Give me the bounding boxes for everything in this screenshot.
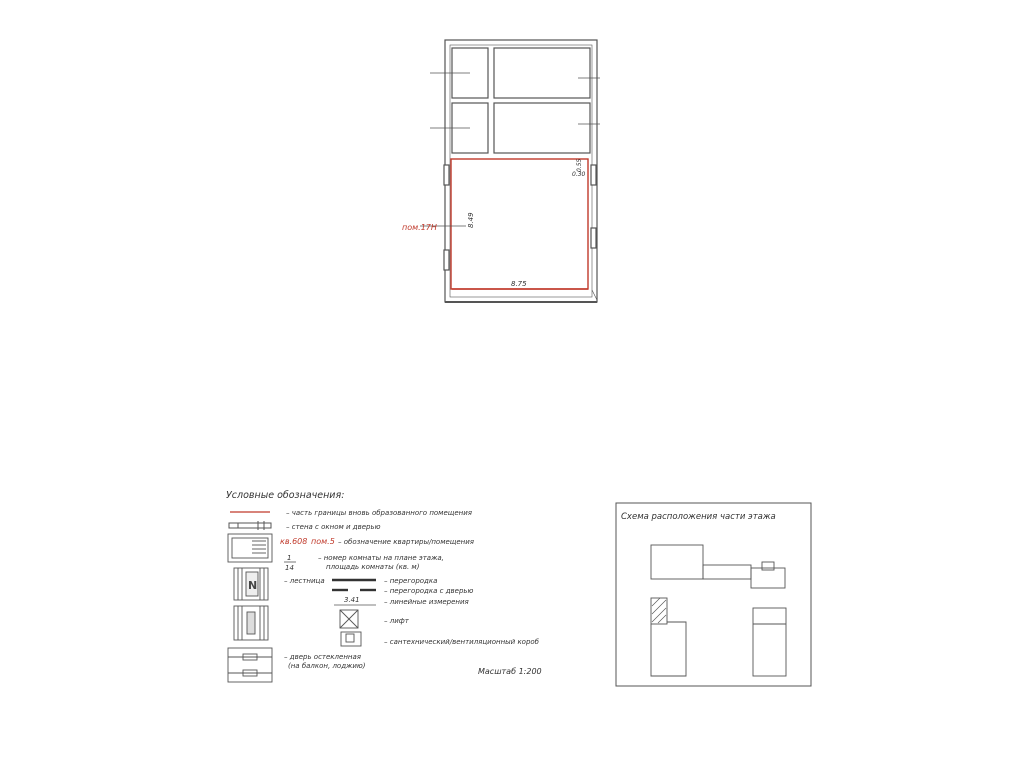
window-left-2 [444,250,449,270]
scheme-block-3 [651,622,686,676]
legend-dim-sample: 3.41 [344,596,360,604]
window-right-1 [591,165,596,185]
scheme-frame [616,503,811,686]
legend-stair-block [228,534,272,562]
legend-duct-symbol [341,632,361,646]
legend-item-stair: – лестница [284,577,325,585]
window-left-1 [444,165,449,185]
legend-item-wall: – стена с окном и дверью [286,523,381,531]
legend-item-partition: – перегородка [384,577,438,585]
legend [226,490,542,682]
dimension-small-top: 0.55 [576,158,583,172]
scheme-block-4 [753,608,786,676]
legend-title: Условные обозначения: [226,490,345,501]
legend-stair-symbol-2 [234,606,268,640]
legend-wall-sample [229,521,271,530]
legend-item-dim: – линейные измерения [384,598,469,606]
legend-item-room-area: площадь комнаты (кв. м) [326,563,420,571]
scheme-corridor [703,565,751,579]
legend-scale: Масштаб 1:200 [478,667,542,676]
corner-tick [592,290,597,300]
legend-glazed-door-symbol [228,648,272,682]
legend-item-glazed-door-note: (на балкон, лоджию) [288,662,366,670]
legend-item-glazed-door: – дверь остекленная [284,653,361,661]
legend-room-num-bottom: 14 [285,564,294,572]
scheme-title: Схема расположения части этажа [621,512,776,522]
scheme-shapes [651,545,786,676]
legend-item-boundary: – часть границы вновь образованного помещения [286,509,472,517]
window-right-2 [591,228,596,248]
legend-room-mark: пом.5 [311,537,335,546]
scheme-highlight [651,598,667,624]
floor-scheme [616,503,811,686]
dimension-small-bottom: 0.30 [572,171,586,178]
building-inner-outline [450,45,592,297]
legend-lift-symbol [340,610,358,628]
legend-item-partition-door: – перегородка с дверью [384,587,474,595]
legend-stair-letter: N [248,579,258,592]
legend-item-duct: – сантехнический/вентиляционный короб [384,638,539,646]
legend-apt-label: кв.608 [280,537,308,546]
room-label: пом.17Н [402,223,437,232]
room-upper-right-1 [494,48,590,98]
legend-item-lift: – лифт [384,617,409,625]
dimension-height: 8.49 [467,212,475,228]
legend-room-num-top: 1 [287,554,292,562]
dimension-width: 8.75 [511,280,527,288]
legend-item-room-num: – номер комнаты на плане этажа, [318,554,444,562]
scheme-block-2-top [762,562,774,570]
scheme-block-2 [751,568,785,588]
legend-item-apt-mark: – обозначение квартиры/помещения [338,538,475,546]
room-upper-right-2 [494,103,590,153]
scheme-block-1 [651,545,703,579]
